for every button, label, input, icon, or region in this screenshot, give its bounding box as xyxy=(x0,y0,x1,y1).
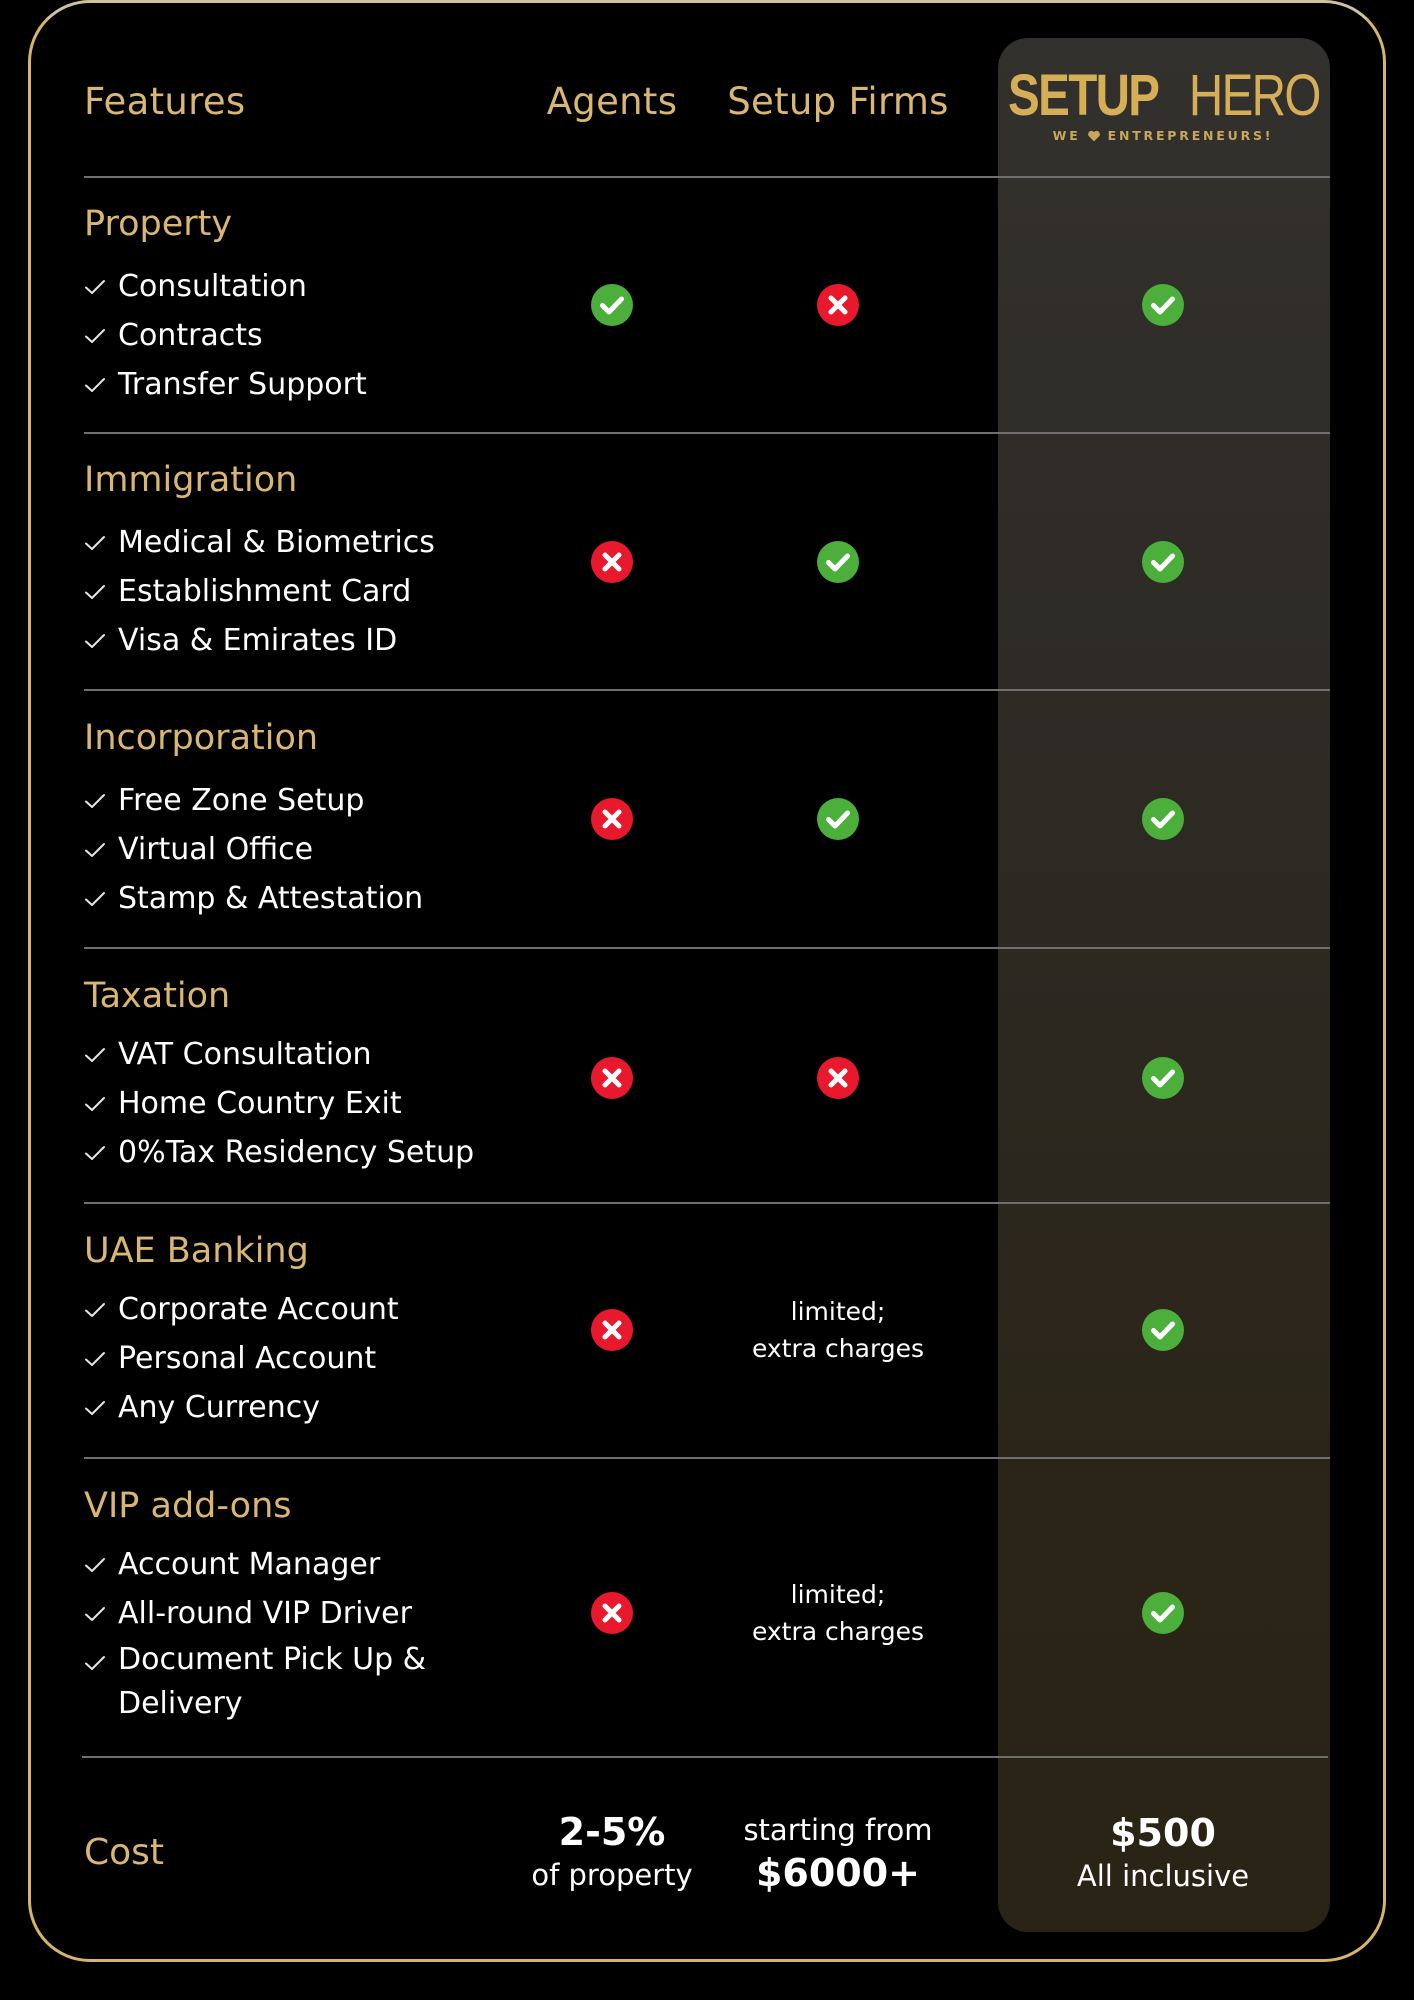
list-item xyxy=(84,1383,399,1432)
list-item xyxy=(84,776,423,825)
feature-item: Virtual Office xyxy=(118,832,314,867)
checkmark-icon xyxy=(84,279,106,295)
setup-firms-header: Setup Firms xyxy=(727,80,949,123)
list-item xyxy=(84,1079,474,1128)
cross-circle-icon xyxy=(817,1057,859,1099)
checkmark-icon xyxy=(84,377,106,393)
feature-item: Contracts xyxy=(118,318,263,353)
setuphero-cost-note: All inclusive xyxy=(1076,1859,1250,1893)
list-item xyxy=(84,311,367,360)
features-header: Features xyxy=(84,80,246,123)
feature-item: Medical & Biometrics xyxy=(118,525,435,560)
checkmark-icon xyxy=(84,1145,106,1161)
feature-item: Document Pick Up & Delivery xyxy=(118,1642,427,1721)
list-item xyxy=(84,360,367,409)
list-item xyxy=(84,567,435,616)
row-divider xyxy=(84,689,1330,691)
check-circle-icon xyxy=(1142,1057,1184,1099)
feature-item: Establishment Card xyxy=(118,574,412,609)
check-circle-icon xyxy=(1142,1309,1184,1351)
list-item xyxy=(84,616,435,665)
feature-list xyxy=(84,1285,399,1432)
setuphero-cost xyxy=(1077,1810,1249,1896)
list-item xyxy=(84,874,423,923)
setuphero-logo xyxy=(992,63,1335,143)
check-circle-icon xyxy=(591,284,633,326)
setup-firms-cost xyxy=(743,1810,932,1896)
note-line: limited; xyxy=(790,1580,886,1609)
list-item xyxy=(84,1589,484,1638)
checkmark-icon xyxy=(84,1400,106,1416)
feature-list xyxy=(84,1540,484,1726)
section-title: Taxation xyxy=(84,976,231,1016)
setuphero-cost-value: $500 xyxy=(1110,1811,1216,1855)
checkmark-icon xyxy=(84,1655,106,1671)
heart-icon xyxy=(1088,130,1101,142)
checkmark-icon xyxy=(84,1096,106,1112)
feature-list xyxy=(84,262,367,409)
agents-cost xyxy=(531,1809,692,1895)
setup-firms-cost-note: starting from xyxy=(743,1813,933,1847)
cost-label: Cost xyxy=(84,1832,165,1873)
checkmark-icon xyxy=(84,1351,106,1367)
agents-cost-note: of property xyxy=(531,1858,693,1892)
checkmark-icon xyxy=(84,535,106,551)
check-circle-icon xyxy=(817,798,859,840)
list-item xyxy=(84,1128,474,1177)
row-divider xyxy=(84,947,1330,949)
check-circle-icon xyxy=(817,541,859,583)
agents-cost-value: 2-5% xyxy=(558,1810,666,1854)
note-line: extra charges xyxy=(751,1334,925,1363)
checkmark-icon xyxy=(84,1047,106,1063)
logo-word-hero: HERO xyxy=(1189,63,1321,128)
feature-list xyxy=(84,776,423,923)
feature-item: Free Zone Setup xyxy=(118,783,365,818)
feature-item: Stamp & Attestation xyxy=(118,881,424,916)
feature-item: VAT Consultation xyxy=(118,1037,372,1072)
feature-list xyxy=(84,1030,474,1177)
checkmark-icon xyxy=(84,842,106,858)
cross-circle-icon xyxy=(591,1592,633,1634)
check-circle-icon xyxy=(1142,798,1184,840)
row-divider xyxy=(84,176,1330,178)
check-circle-icon xyxy=(1142,1592,1184,1634)
row-divider xyxy=(84,1202,1330,1204)
cross-circle-icon xyxy=(591,798,633,840)
cross-circle-icon xyxy=(817,284,859,326)
checkmark-icon xyxy=(84,1557,106,1573)
list-item xyxy=(84,1334,399,1383)
feature-item: Transfer Support xyxy=(118,367,367,402)
list-item xyxy=(84,1030,474,1079)
note-line: limited; xyxy=(790,1297,886,1326)
list-item xyxy=(84,1285,399,1334)
logo-tag-we: WE xyxy=(1052,128,1081,143)
setup-firms-note xyxy=(752,1576,924,1650)
section-title: Incorporation xyxy=(84,718,319,758)
section-title: VIP add-ons xyxy=(84,1486,292,1526)
feature-item: Consultation xyxy=(118,269,307,304)
feature-item: 0%Tax Residency Setup xyxy=(118,1135,475,1170)
row-divider xyxy=(84,432,1330,434)
checkmark-icon xyxy=(84,1302,106,1318)
feature-item: Any Currency xyxy=(118,1390,320,1425)
feature-item: Personal Account xyxy=(118,1341,377,1376)
feature-list xyxy=(84,518,435,665)
setup-firms-note xyxy=(752,1293,924,1367)
list-item xyxy=(84,518,435,567)
feature-item: Corporate Account xyxy=(118,1292,399,1327)
checkmark-icon xyxy=(84,891,106,907)
checkmark-icon xyxy=(84,584,106,600)
cross-circle-icon xyxy=(591,541,633,583)
list-item xyxy=(84,262,367,311)
checkmark-icon xyxy=(84,793,106,809)
check-circle-icon xyxy=(1142,284,1184,326)
checkmark-icon xyxy=(84,633,106,649)
checkmark-icon xyxy=(84,328,106,344)
check-circle-icon xyxy=(1142,541,1184,583)
section-title: UAE Banking xyxy=(84,1231,309,1271)
feature-item: All-round VIP Driver xyxy=(118,1596,412,1631)
cross-circle-icon xyxy=(591,1309,633,1351)
note-line: extra charges xyxy=(751,1617,925,1646)
logo-tagline xyxy=(992,128,1335,143)
row-divider xyxy=(84,1457,1330,1459)
setup-firms-cost-value: $6000+ xyxy=(755,1851,921,1895)
logo-word-setup: SETUP xyxy=(1008,63,1159,128)
feature-item: Home Country Exit xyxy=(118,1086,402,1121)
feature-item: Visa & Emirates ID xyxy=(118,623,398,658)
list-item xyxy=(84,1638,484,1726)
section-title: Property xyxy=(84,204,233,244)
agents-header: Agents xyxy=(546,80,678,123)
row-divider xyxy=(82,1756,1328,1758)
logo-tag-entrepreneurs: ENTREPRENEURS! xyxy=(1107,128,1274,143)
section-title: Immigration xyxy=(84,460,298,500)
checkmark-icon xyxy=(84,1606,106,1622)
cross-circle-icon xyxy=(591,1057,633,1099)
list-item xyxy=(84,1540,484,1589)
feature-item: Account Manager xyxy=(118,1547,381,1582)
list-item xyxy=(84,825,423,874)
